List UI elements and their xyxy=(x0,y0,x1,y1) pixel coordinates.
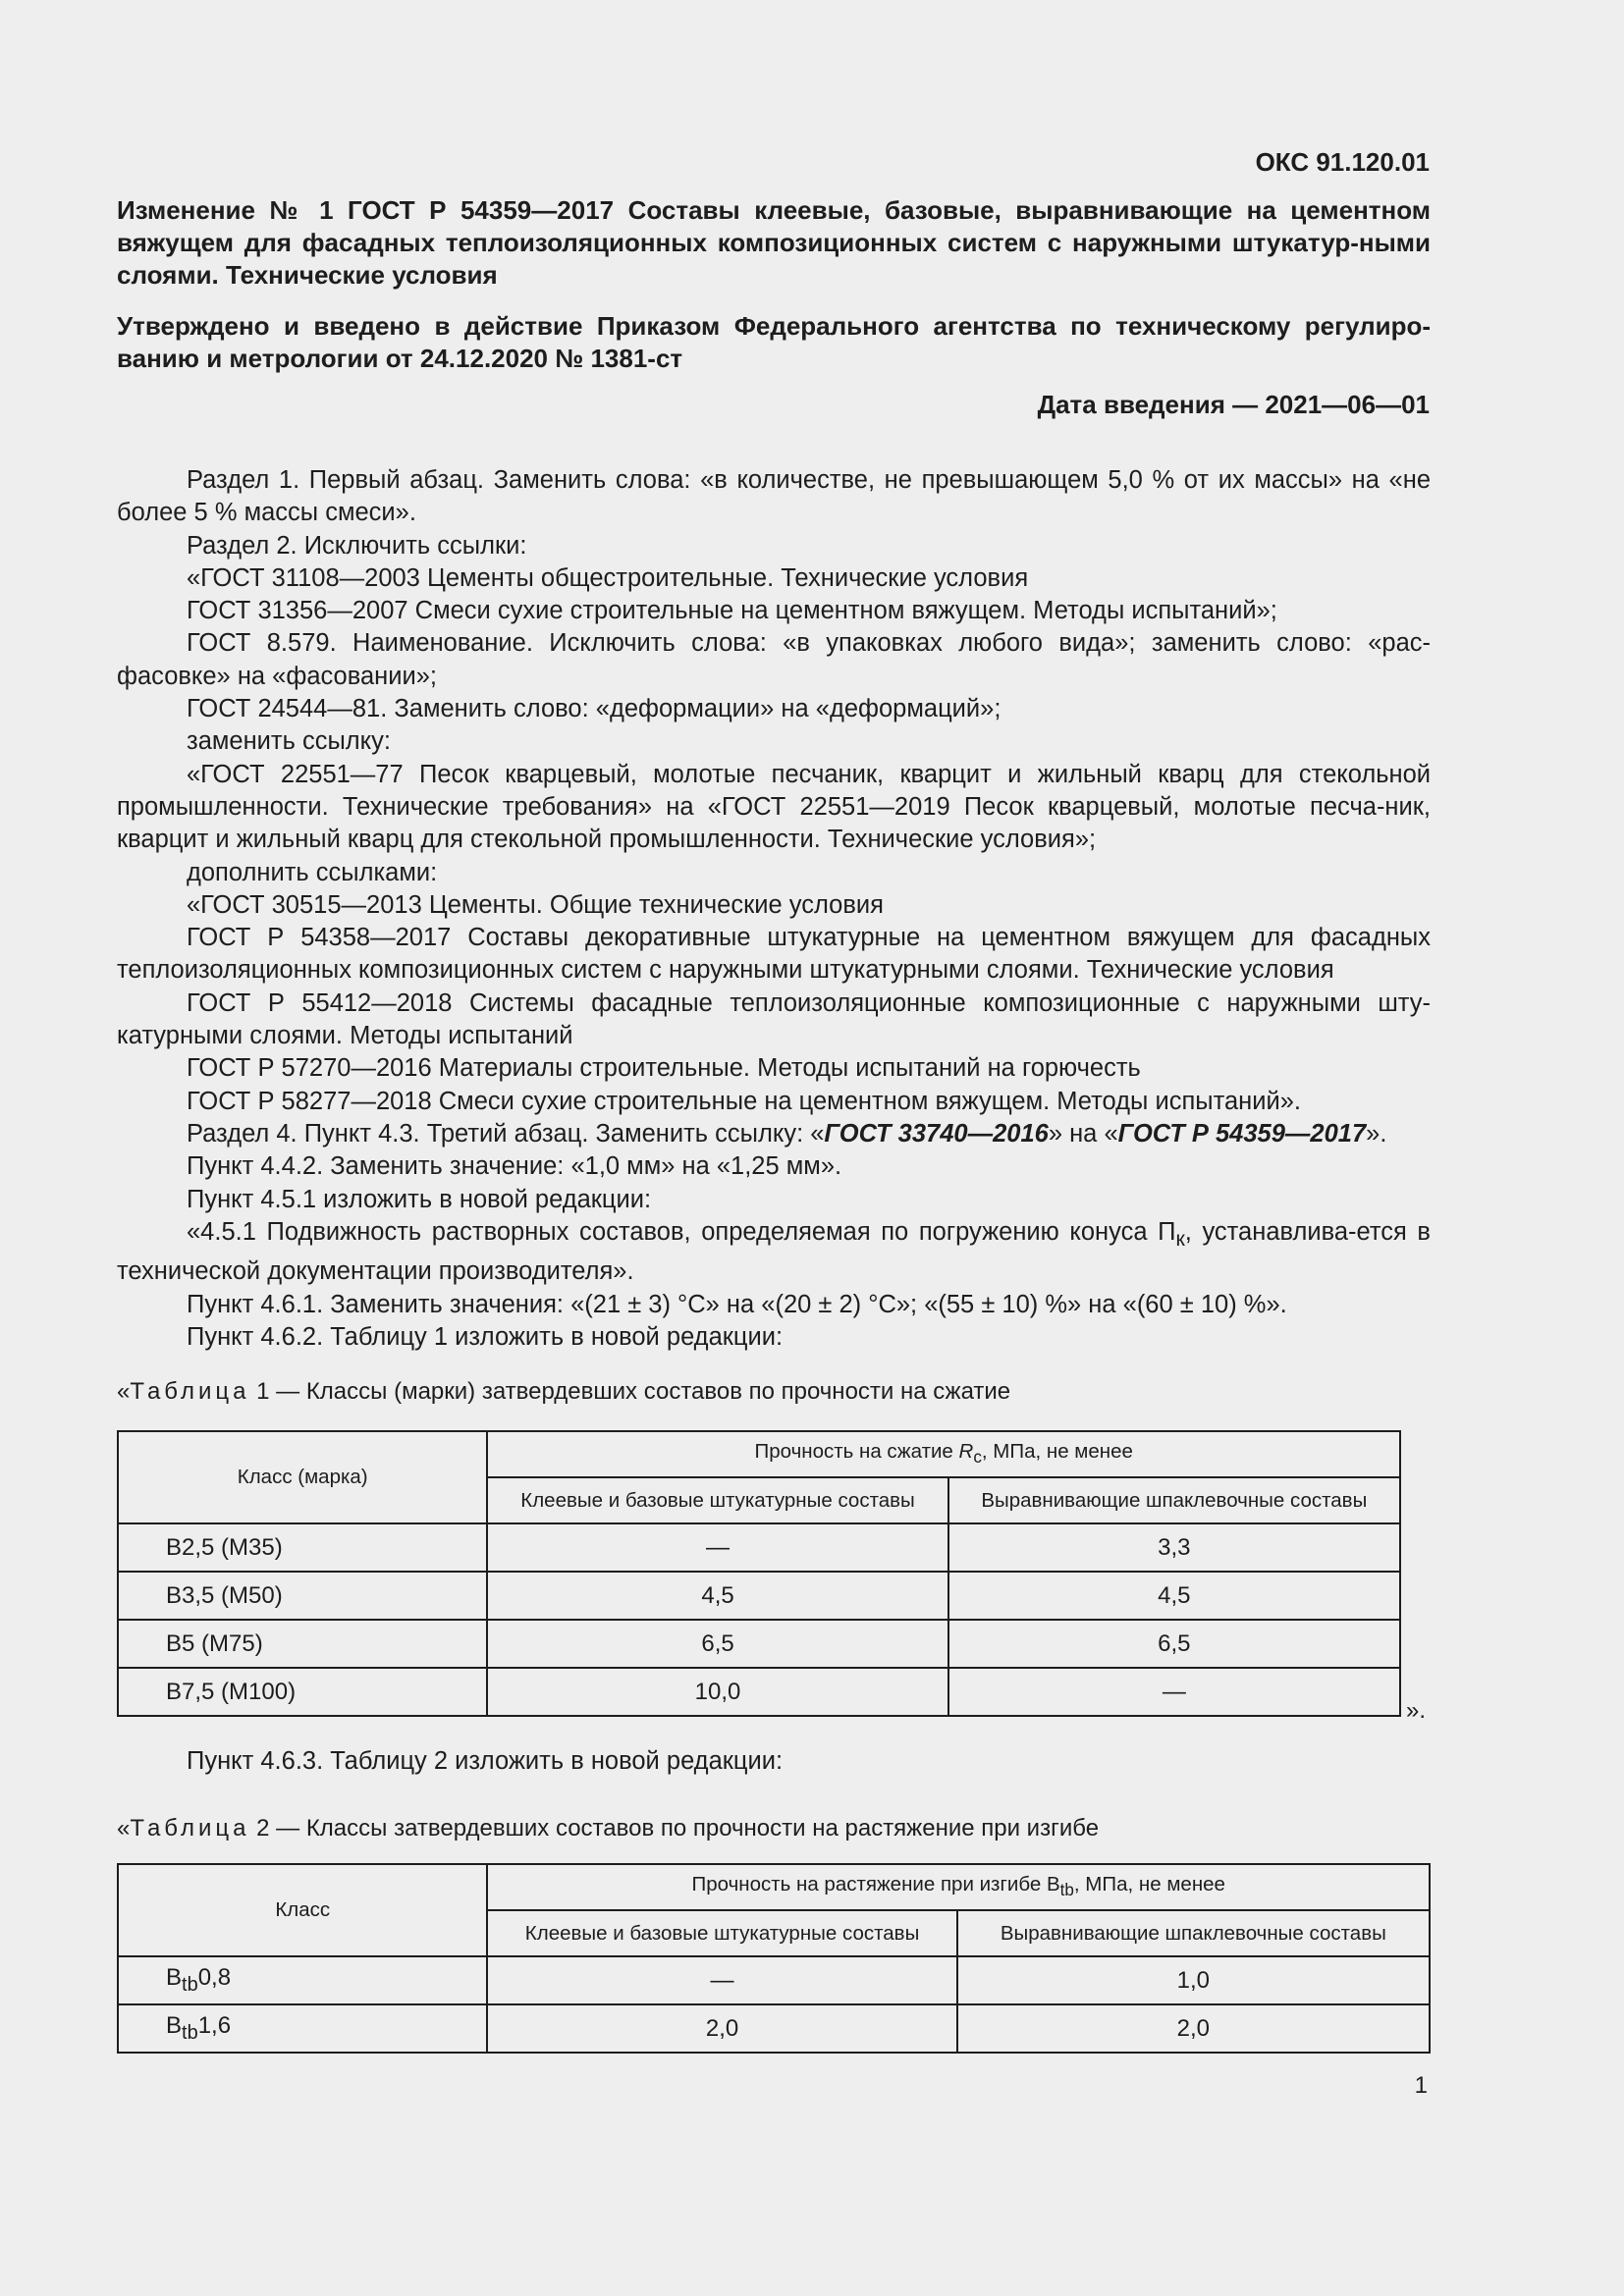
class-letter: В xyxy=(166,1964,183,1992)
table1-caption xyxy=(117,1378,1010,1406)
header-adhesive: Клеевые и базовые штукатурные составы xyxy=(487,1477,947,1523)
cell-class: В3,5 (М50) xyxy=(118,1572,487,1620)
effective-date: Дата введения — 2021—06—01 xyxy=(1037,390,1430,419)
approval-statement: Утверждено и введено в действие Приказом Федерального агентства по техническому регулиро-ванию и метрологии от 24.12.2020 № 1381-ст xyxy=(117,311,1431,373)
header-subscript: c xyxy=(973,1448,982,1468)
table2-caption xyxy=(117,1815,1099,1842)
paragraph xyxy=(117,1118,1431,1150)
header-text: , МПа, не менее xyxy=(1073,1873,1225,1896)
table-row xyxy=(118,1620,1400,1668)
paragraph: ГОСТ 31356—2007 Смеси сухие строительные на цементном вяжущем. Методы испытаний»; xyxy=(187,597,1277,625)
class-letter: В xyxy=(166,2012,183,2040)
class-value: 0,8 xyxy=(197,1964,232,1992)
cell-class: В5 (М75) xyxy=(118,1620,487,1668)
cell-adhesive: — xyxy=(487,1523,947,1572)
paragraph: «ГОСТ 22551—77 Песок кварцевый, молотые песчаник, кварцит и жильный кварц для стекольной промышленности. Технические требования» на «ГОСТ 22551—2019 Песок кварцевый, молотые песча-ник, кварцит и жильный кварц для стекольной промышленности. Технические условия»; xyxy=(117,760,1431,854)
header-adhesive: Клеевые и базовые штукатурные составы xyxy=(487,1910,956,1956)
cell-class xyxy=(118,2004,487,2053)
caption-word: Таблица xyxy=(130,1378,250,1405)
new-reference: ГОСТ Р 54359—2017 xyxy=(1117,1119,1367,1148)
okc-code: ОКС 91.120.01 xyxy=(1255,147,1430,177)
caption-quote: « xyxy=(117,1378,131,1405)
cell-adhesive: 4,5 xyxy=(487,1572,947,1620)
text-run: , устанавлива-ется в технической документации производителя». xyxy=(117,1217,1431,1286)
amendment-title: Изменение № 1 ГОСТ Р 54359—2017 Составы клеевые, базовые, выравнивающие на цементном вяжущем для фасадных теплоизоляционных композиционных систем с наружными штукатур-ными слоями. Технические условия xyxy=(117,195,1431,290)
paragraph: ГОСТ 8.579. Наименование. Исключить слова: «в упаковках любого вида»; заменить слово: «рас-фасовке» на «фасовании»; xyxy=(117,629,1431,690)
page-number: 1 xyxy=(1414,2072,1428,2099)
paragraph: ГОСТ Р 57270—2016 Материалы строительные. Методы испытаний на горючесть xyxy=(187,1054,1141,1083)
cell-leveling: 2,0 xyxy=(957,2004,1430,2053)
paragraph: Пункт 4.4.2. Заменить значение: «1,0 мм» на «1,25 мм». xyxy=(187,1152,842,1181)
paragraph: ГОСТ Р 58277—2018 Смеси сухие строительные на цементном вяжущем. Методы испытаний». xyxy=(187,1087,1301,1115)
paragraph: Пункт 4.5.1 изложить в новой редакции: xyxy=(187,1185,652,1213)
text-run: ». xyxy=(1366,1119,1387,1148)
cell-leveling: — xyxy=(948,1668,1400,1716)
header-variable: R xyxy=(958,1440,974,1464)
amendment-body xyxy=(117,464,1431,1354)
cell-leveling: 4,5 xyxy=(948,1572,1400,1620)
paragraph: Раздел 2. Исключить ссылки: xyxy=(187,531,527,560)
header-strength-group xyxy=(487,1864,1430,1910)
paragraph: заменить ссылку: xyxy=(187,727,391,756)
header-text: Прочность на сжатие xyxy=(754,1440,959,1464)
cell-leveling: 1,0 xyxy=(957,1956,1430,2004)
class-subscript: tb xyxy=(182,1973,198,1996)
paragraph: Раздел 1. Первый абзац. Заменить слова: «в количестве, не превышающем 5,0 % от их массы» на «не более 5 % массы смеси». xyxy=(117,466,1431,527)
header-text: , МПа, не менее xyxy=(981,1440,1133,1464)
table-row xyxy=(118,1523,1400,1572)
text-run: » на « xyxy=(1048,1119,1118,1148)
text-run: Раздел 4. Пункт 4.3. Третий абзац. Заменить ссылку: « xyxy=(187,1119,825,1148)
cell-class: В2,5 (М35) xyxy=(118,1523,487,1572)
header-text: Прочность на растяжение при изгибе В xyxy=(691,1873,1060,1896)
paragraph: Пункт 4.6.1. Заменить значения: «(21 ± 3) °С» на «(20 ± 2) °С»; «(55 ± 10) %» на «(60 ± 10) %». xyxy=(187,1290,1287,1318)
cell-leveling: 3,3 xyxy=(948,1523,1400,1572)
paragraph: ГОСТ Р 54358—2017 Составы декоративные штукатурные на цементном вяжущем для фасадных теплоизоляционных композиционных систем с наружными штукатурными слоями. Технические условия xyxy=(117,924,1431,985)
header-strength-group xyxy=(487,1431,1400,1477)
paragraph: ГОСТ Р 55412—2018 Системы фасадные теплоизоляционные композиционные с наружными шту-катурными слоями. Методы испытаний xyxy=(117,988,1431,1050)
caption-quote: « xyxy=(117,1815,131,1842)
text-run: «4.5.1 Подвижность растворных составов, определяемая по погружению конуса П xyxy=(187,1217,1176,1246)
paragraph: дополнить ссылками: xyxy=(187,858,438,886)
table-row xyxy=(118,1956,1430,2004)
table1 xyxy=(117,1430,1401,1717)
class-subscript: tb xyxy=(182,2021,198,2044)
cell-adhesive: 6,5 xyxy=(487,1620,947,1668)
cell-class: В7,5 (М100) xyxy=(118,1668,487,1716)
caption-text: 1 — Классы (марки) затвердевших составов по прочности на сжатие xyxy=(249,1378,1011,1405)
cell-adhesive: 2,0 xyxy=(487,2004,956,2053)
paragraph: Пункт 4.6.2. Таблицу 1 изложить в новой редакции: xyxy=(187,1322,784,1351)
table-row xyxy=(118,2004,1430,2053)
old-reference: ГОСТ 33740—2016 xyxy=(824,1119,1049,1148)
header-subscript: tb xyxy=(1059,1881,1074,1900)
header-class: Класс (марка) xyxy=(118,1431,487,1523)
cell-class xyxy=(118,1956,487,2004)
table1-closing-quote: ». xyxy=(1406,1697,1427,1724)
paragraph: Пункт 4.6.3. Таблицу 2 изложить в новой редакции: xyxy=(187,1747,784,1775)
cell-adhesive: — xyxy=(487,1956,956,2004)
paragraph: ГОСТ 24544—81. Заменить слово: «деформации» на «деформаций»; xyxy=(187,695,1001,723)
cell-leveling: 6,5 xyxy=(948,1620,1400,1668)
header-class: Класс xyxy=(118,1864,487,1956)
paragraph: «ГОСТ 31108—2003 Цементы общестроительные. Технические условия xyxy=(187,563,1029,592)
subscript: к xyxy=(1175,1226,1185,1251)
header-leveling: Выравнивающие шпаклевочные составы xyxy=(957,1910,1430,1956)
class-value: 1,6 xyxy=(197,2012,232,2040)
table-row xyxy=(118,1668,1400,1716)
table-row xyxy=(118,1572,1400,1620)
header-leveling: Выравнивающие шпаклевочные составы xyxy=(948,1477,1400,1523)
caption-text: 2 — Классы затвердевших составов по прочности на растяжение при изгибе xyxy=(249,1815,1100,1842)
paragraph: «ГОСТ 30515—2013 Цементы. Общие технические условия xyxy=(187,890,884,919)
caption-word: Таблица xyxy=(130,1815,250,1842)
cell-adhesive: 10,0 xyxy=(487,1668,947,1716)
paragraph xyxy=(117,1216,1431,1289)
table2 xyxy=(117,1863,1431,2054)
